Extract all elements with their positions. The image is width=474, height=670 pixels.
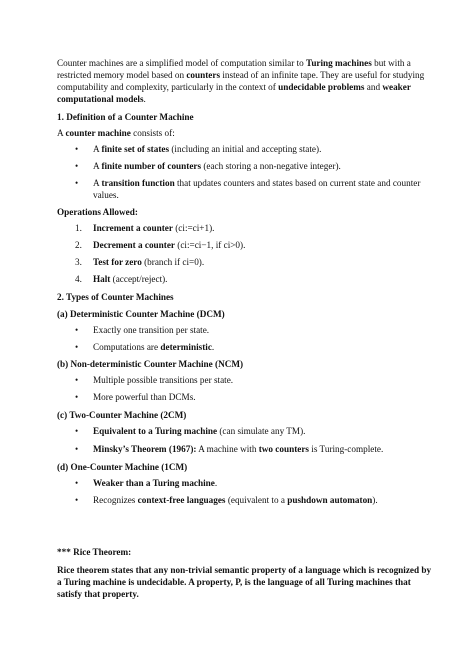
list-item: More powerful than DCMs. (93, 392, 196, 402)
operations-heading: Operations Allowed: (57, 207, 138, 217)
rice-theorem-heading: *** Rice Theorem: (57, 547, 132, 557)
ordered-item-number: 3. (75, 257, 82, 267)
subsection-d-heading: (d) One-Counter Machine (1CM) (57, 462, 188, 472)
section-1-lead: A counter machine consists of: (57, 128, 175, 138)
ordered-item-number: 4. (75, 274, 82, 284)
bullet-icon: • (75, 161, 79, 171)
rice-theorem-line-1: Rice theorem states that any non-trivial semantic property of a language which is recognized by (57, 565, 432, 575)
list-item: Multiple possible transitions per state. (93, 375, 234, 385)
bullet-icon: • (75, 375, 79, 385)
bullet-icon: • (75, 342, 79, 352)
list-item: Exactly one transition per state. (93, 325, 210, 335)
rice-theorem-line-2: a Turing machine is undecidable. A property, P, is the language of all Turing machines that (57, 577, 411, 587)
bullet-icon: • (75, 426, 79, 436)
list-item: Weaker than a Turing machine. (93, 478, 218, 488)
list-item: Minsky’s Theorem (1967): A machine with two counters is Turing-complete. (93, 444, 384, 454)
section-1-heading: 1. Definition of a Counter Machine (57, 112, 194, 122)
list-item: Computations are deterministic. (93, 342, 215, 352)
subsection-b-heading: (b) Non-deterministic Counter Machine (NCM) (57, 359, 244, 369)
ordered-item-number: 1. (75, 223, 82, 233)
ordered-item: Increment a counter (ci:=ci+1). (93, 223, 215, 233)
bullet-icon: • (75, 144, 79, 154)
rice-theorem-line-3: satisfy that property. (57, 589, 139, 599)
bullet-icon: • (75, 478, 79, 488)
intro-line-1: Counter machines are a simplified model of computation similar to Turing machines but with a (57, 58, 411, 68)
intro-line-3: computability and complexity, particularly in the context of undecidable problems and weaker (57, 82, 411, 92)
list-item: Equivalent to a Turing machine (can simulate any TM). (93, 426, 306, 436)
subsection-a-heading: (a) Deterministic Counter Machine (DCM) (57, 309, 225, 319)
bullet-icon: • (75, 444, 79, 454)
ordered-item-number: 2. (75, 240, 82, 250)
bullet-icon: • (75, 325, 79, 335)
list-item: A finite set of states (including an initial and accepting state). (93, 144, 322, 154)
ordered-item: Test for zero (branch if ci=0). (93, 257, 205, 267)
ordered-item: Decrement a counter (ci:=ci−1, if ci>0). (93, 240, 246, 250)
bullet-icon: • (75, 392, 79, 402)
list-item-continuation: values. (93, 190, 119, 200)
ordered-item: Halt (accept/reject). (93, 274, 168, 284)
intro-line-2: restricted memory model based on counters instead of an infinite tape. They are useful for studying (57, 70, 425, 80)
list-item: Recognizes context-free languages (equivalent to a pushdown automaton). (93, 495, 378, 505)
intro-line-4: computational models. (57, 94, 146, 104)
bullet-icon: • (75, 495, 79, 505)
list-item: A finite number of counters (each storing a non-negative integer). (93, 161, 341, 171)
subsection-c-heading: (c) Two-Counter Machine (2CM) (57, 410, 187, 420)
section-2-heading: 2. Types of Counter Machines (57, 292, 174, 302)
list-item: A transition function that updates counters and states based on current state and counter (93, 178, 421, 188)
bullet-icon: • (75, 178, 79, 188)
